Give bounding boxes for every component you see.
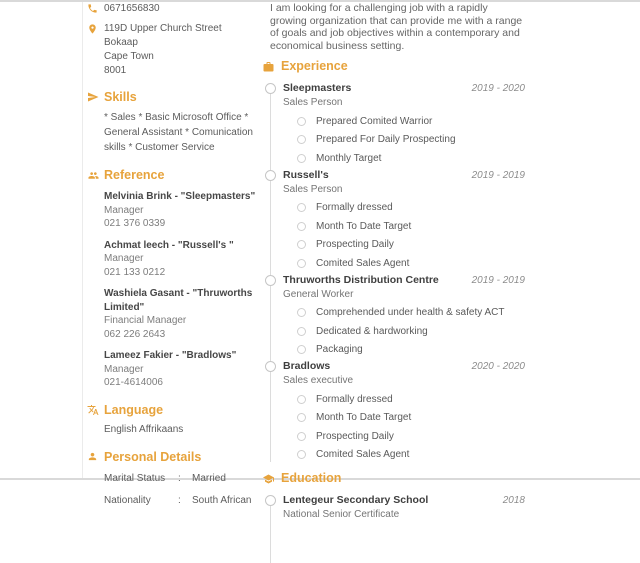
people-icon <box>87 170 104 181</box>
bullet-text: Prospecting Daily <box>316 430 394 442</box>
entry-dates: 2020 - 2020 <box>471 361 525 372</box>
experience-entry <box>262 359 525 464</box>
bullet-text: Monthly Target <box>316 152 382 164</box>
reference-list <box>104 190 267 390</box>
reference-role: Manager <box>104 204 144 216</box>
bullet-text: Comited Sales Agent <box>316 449 410 461</box>
reference-phone: 021 376 0339 <box>104 218 166 229</box>
timeline-node-icon <box>265 170 276 181</box>
bullet-circle-icon <box>297 117 306 126</box>
timeline-node-icon <box>265 361 276 372</box>
person-icon <box>87 451 104 462</box>
send-icon <box>87 91 104 103</box>
address-line: 8001 <box>104 65 127 76</box>
bullet-circle-icon <box>297 240 306 249</box>
bullet-circle-icon <box>297 413 306 422</box>
reference-phone: 021-4614006 <box>104 377 163 388</box>
bullet-circle-icon <box>297 432 306 441</box>
experience-bullet <box>297 254 525 273</box>
experience-bullet <box>297 199 525 218</box>
reference-name: Washiela Gasant - "Thruworths Limited" <box>104 288 253 313</box>
reference-phone: 062 226 2643 <box>104 328 166 340</box>
qualification: National Senior Certificate <box>283 509 400 520</box>
experience-section-header <box>262 59 525 73</box>
job-title: Sales Person <box>283 183 343 195</box>
bullet-circle-icon <box>297 203 306 212</box>
reference-section-header <box>87 168 267 182</box>
experience-bullet <box>297 131 525 150</box>
experience-bullet <box>297 409 525 428</box>
bullet-text: Month To Date Target <box>316 412 412 424</box>
experience-bullet <box>297 390 525 409</box>
reference-title: Reference <box>104 168 165 182</box>
bullet-text: Formally dressed <box>316 202 393 214</box>
job-title: Sales executive <box>283 375 354 386</box>
personal-details-section-header <box>87 450 267 464</box>
entry-dates: 2019 - 2019 <box>471 274 525 286</box>
bullet-circle-icon <box>297 135 306 144</box>
reference-item <box>104 287 270 341</box>
page-left-divider <box>82 2 83 478</box>
bullet-text: Formally dressed <box>316 393 393 405</box>
bullet-circle-icon <box>297 395 306 404</box>
company-name: Sleepmasters <box>283 82 352 94</box>
bullet-circle-icon <box>297 345 306 354</box>
experience-bullet <box>297 112 525 131</box>
bullet-text: Month To Date Target <box>316 220 412 232</box>
detail-separator: : <box>178 472 181 484</box>
phone-number: 0671656830 <box>104 3 160 14</box>
bullet-text: Comprehended under health & safety ACT <box>316 307 505 319</box>
experience-entry <box>262 81 525 168</box>
bullet-text: Comited Sales Agent <box>316 257 410 269</box>
detail-value: Married <box>192 472 226 484</box>
detail-label: Marital Status <box>104 472 166 484</box>
reference-role: Financial Manager <box>104 315 187 326</box>
experience-bullet <box>297 304 525 323</box>
experience-bullet <box>297 341 525 360</box>
bullet-text: Packaging <box>316 344 363 356</box>
bullet-text: Prospecting Daily <box>316 239 394 251</box>
main-column <box>262 2 525 524</box>
reference-item <box>104 349 270 390</box>
reference-name: Lameez Fakier - "Bradlows" <box>104 350 237 361</box>
experience-entry <box>262 273 525 360</box>
reference-name: Achmat leech - "Russell's " <box>104 239 234 251</box>
job-title: General Worker <box>283 288 354 300</box>
personal-details-title: Personal Details <box>104 449 202 464</box>
language-title: Language <box>104 402 164 417</box>
bullet-text: Prepared Comited Warrior <box>316 115 433 127</box>
bullet-circle-icon <box>297 259 306 268</box>
reference-phone: 021 133 0212 <box>104 266 166 278</box>
personal-detail-row <box>104 494 267 508</box>
bullet-circle-icon <box>297 327 306 336</box>
personal-detail-row <box>104 472 267 486</box>
experience-bullet <box>297 427 525 446</box>
reference-item <box>104 239 270 280</box>
reference-role: Manager <box>104 363 144 375</box>
education-timeline <box>262 493 525 522</box>
sidebar <box>87 2 267 508</box>
contact-address-row <box>87 22 267 78</box>
experience-bullet <box>297 149 525 168</box>
graduation-cap-icon <box>262 472 281 485</box>
detail-value: South African <box>192 494 252 506</box>
bullet-circle-icon <box>297 450 306 459</box>
skills-text: * Sales * Basic Microsoft Office * General Assistant * Comunication skills * Customer Service <box>104 112 253 153</box>
reference-name: Melvinia Brink - "Sleepmasters" <box>104 191 256 202</box>
address-line: Bokaap <box>104 37 138 48</box>
experience-bullet <box>297 217 525 236</box>
address-line: Cape Town <box>104 51 154 62</box>
timeline-node-icon <box>265 275 276 286</box>
experience-timeline <box>262 81 525 464</box>
location-pin-icon <box>87 22 104 35</box>
address-block <box>104 22 222 78</box>
skills-title: Skills <box>104 90 137 104</box>
reference-item <box>104 190 270 231</box>
experience-bullet <box>297 236 525 255</box>
experience-bullet <box>297 322 525 341</box>
school-name: Lentegeur Secondary School <box>283 494 429 506</box>
bullet-circle-icon <box>297 308 306 317</box>
experience-entry <box>262 168 525 273</box>
detail-separator: : <box>178 494 181 506</box>
phone-icon <box>87 2 104 14</box>
bullet-circle-icon <box>297 154 306 163</box>
entry-dates: 2018 <box>502 495 525 506</box>
personal-details-list <box>104 472 267 508</box>
timeline-node-icon <box>265 83 276 94</box>
entry-dates: 2019 - 2020 <box>471 83 525 94</box>
briefcase-icon <box>262 60 281 73</box>
address-line: 119D Upper Church Street <box>104 23 222 34</box>
experience-bullet <box>297 446 525 465</box>
entry-dates: 2019 - 2019 <box>471 169 525 181</box>
bullet-circle-icon <box>297 222 306 231</box>
language-text: English Affrikaans <box>104 423 184 435</box>
reference-role: Manager <box>104 253 144 264</box>
bullet-text: Dedicated & hardworking <box>316 325 428 337</box>
contact-phone-row <box>87 2 267 16</box>
education-entry <box>262 493 525 522</box>
company-name: Thruworths Distribution Centre <box>283 273 439 286</box>
skills-section-header <box>87 90 267 104</box>
detail-label: Nationality <box>104 494 151 506</box>
job-title: Sales Person <box>283 97 343 108</box>
education-section-header <box>262 471 525 485</box>
experience-title: Experience <box>281 59 348 73</box>
bullet-text: Prepared For Daily Prospecting <box>316 134 456 146</box>
translate-icon <box>87 404 104 416</box>
timeline-node-icon <box>265 495 276 506</box>
company-name: Bradlows <box>283 360 331 372</box>
education-title: Education <box>281 471 342 485</box>
career-objective: I am looking for a challenging job with a rapidly growing organization that can provide me with a range of goals and job objectives within a contemporary and economical business setting. <box>270 2 523 52</box>
language-section-header <box>87 403 267 417</box>
company-name: Russell's <box>283 168 329 181</box>
